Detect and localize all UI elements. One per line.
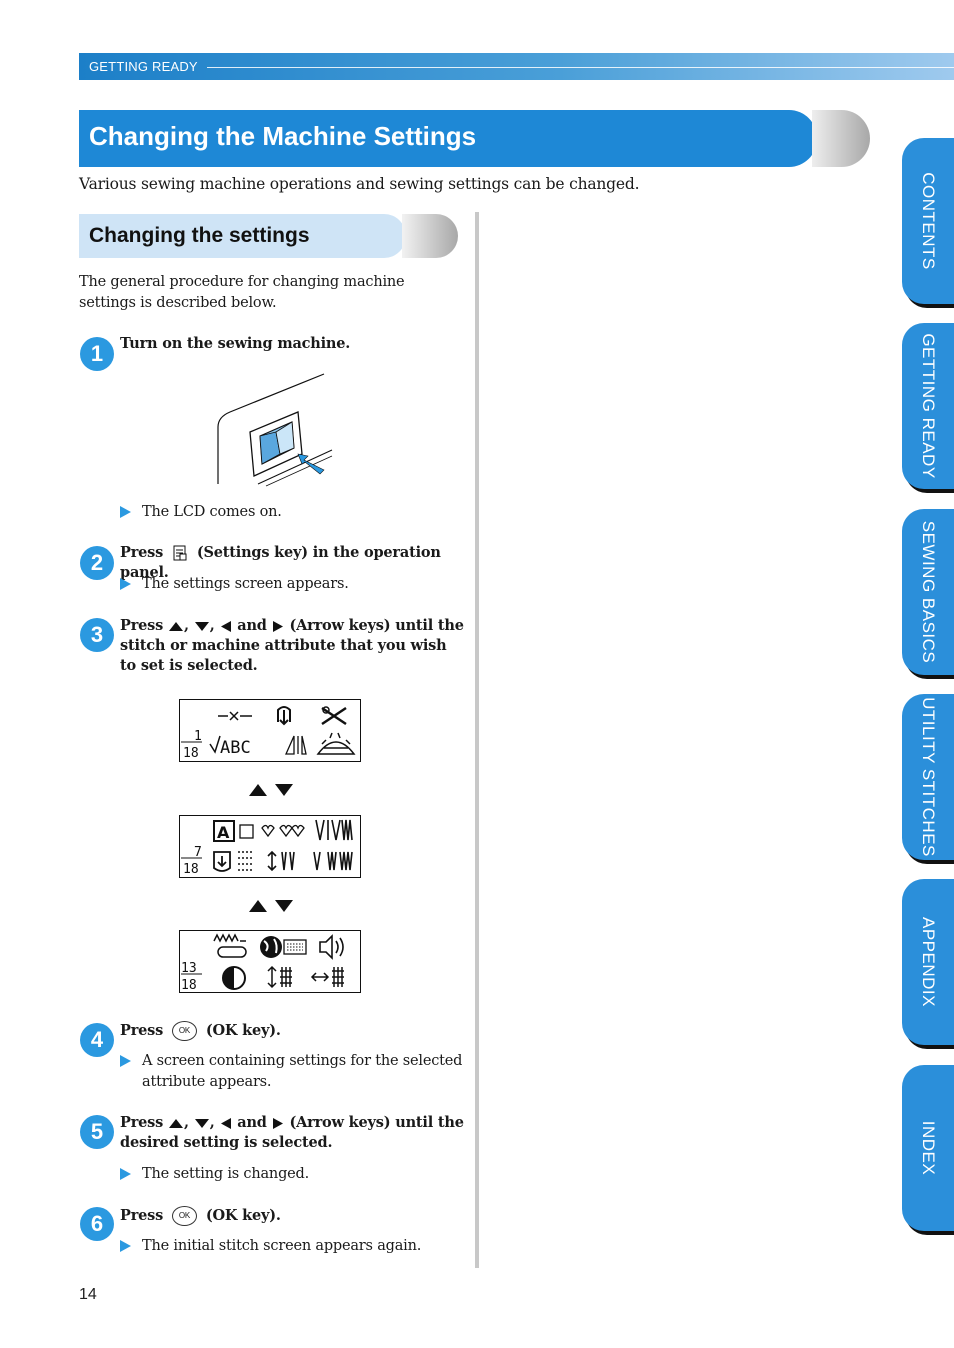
step-4-result: [120, 1051, 465, 1093]
lcd-screen-3: [179, 930, 361, 993]
result-arrow-icon: [120, 506, 131, 518]
step-5-result: [120, 1164, 465, 1185]
page-title-bar: [79, 110, 817, 167]
arrow-down-key-icon: [194, 1117, 210, 1129]
arrow-up-key-icon: [168, 620, 184, 632]
step-2-result-text: The settings screen appears.: [142, 576, 349, 592]
lcd-2-text: A: [217, 823, 230, 842]
tab-appendix[interactable]: APPENDIX: [902, 879, 954, 1045]
step-6-text: Press OK (OK key).: [120, 1207, 281, 1224]
arrow-right-key-icon: [272, 1117, 285, 1130]
step-5-number: 5: [80, 1115, 114, 1149]
step-2-number: 2: [80, 546, 114, 580]
step-1-result: [120, 502, 465, 523]
lcd-2-page: 7: [194, 845, 202, 860]
power-switch-illustration: [214, 372, 334, 488]
tab-sewing-basics[interactable]: SEWING BASICS: [902, 509, 954, 675]
tab-getting-ready[interactable]: GETTING READY: [902, 323, 954, 489]
column-divider: [475, 212, 479, 1268]
running-header-label: GETTING READY: [89, 59, 198, 74]
step-3-text: Press , , and (Arrow keys) until the stitch or machine attribute that you wish to set is selected.: [120, 617, 464, 674]
step-4-text: Press OK (OK key).: [120, 1022, 281, 1039]
step-4-result-text: A screen containing settings for the selected attribute appears.: [142, 1053, 463, 1090]
step-5-result-text: The setting is changed.: [142, 1166, 310, 1182]
arrow-down-key-icon: [194, 620, 210, 632]
step-3-number: 3: [80, 618, 114, 652]
arrow-right-key-icon: [272, 620, 285, 633]
lcd-screen-2-graphic: [180, 816, 359, 876]
lcd-3-total: 18: [181, 978, 197, 991]
step-6-result: [120, 1236, 465, 1257]
running-header: [79, 53, 954, 80]
description-text: The general procedure for changing machine settings is described below.: [79, 274, 405, 311]
up-down-arrows-icon: [247, 782, 297, 798]
step-4-number: 4: [80, 1023, 114, 1057]
tab-utility-stitches[interactable]: UTILITY STITCHES: [902, 694, 954, 860]
step-1-number: 1: [80, 337, 114, 371]
arrow-left-key-icon: [219, 1117, 232, 1130]
step-1-result-text: The LCD comes on.: [142, 504, 282, 520]
result-arrow-icon: [120, 578, 131, 590]
tab-contents[interactable]: CONTENTS: [902, 138, 954, 304]
section-heading-bar: [79, 214, 406, 258]
lcd-1-text: ABC: [220, 738, 251, 758]
section-heading-cap: [402, 214, 458, 258]
lcd-2-total: 18: [183, 862, 199, 876]
result-arrow-icon: [120, 1055, 131, 1067]
header-rule: [207, 67, 954, 68]
step-6-result-text: The initial stitch screen appears again.: [142, 1238, 422, 1254]
lcd-screen-2: [179, 815, 361, 878]
ok-key-icon: OK: [172, 1206, 197, 1226]
lcd-1-page: 1: [194, 729, 202, 744]
arrow-left-key-icon: [219, 620, 232, 633]
tab-index[interactable]: INDEX: [902, 1065, 954, 1231]
lcd-3-page: 13: [181, 961, 197, 976]
section-heading: Changing the settings: [89, 224, 310, 247]
ok-key-icon: OK: [172, 1021, 197, 1041]
lcd-screen-3-graphic: [180, 931, 359, 991]
step-2-result: [120, 574, 465, 595]
page-title: Changing the Machine Settings: [89, 121, 477, 151]
result-arrow-icon: [120, 1240, 131, 1252]
page-number: 14: [79, 1286, 97, 1303]
lcd-screen-1-graphic: [180, 700, 359, 760]
step-5-text: Press , , and (Arrow keys) until the desired setting is selected.: [120, 1114, 464, 1151]
arrow-up-key-icon: [168, 1117, 184, 1129]
lcd-screen-1: [179, 699, 361, 762]
step-6-number: 6: [80, 1207, 114, 1241]
intro-text: Various sewing machine operations and sewing settings can be changed.: [79, 175, 640, 193]
result-arrow-icon: [120, 1168, 131, 1180]
title-bar-cap: [812, 110, 870, 167]
step-2-text: Press (Settings key) in the operation panel.: [120, 544, 441, 581]
settings-key-icon: [171, 544, 189, 562]
up-down-arrows-icon: [247, 898, 297, 914]
step-1-text: Turn on the sewing machine.: [120, 335, 351, 352]
lcd-1-total: 18: [183, 746, 199, 760]
